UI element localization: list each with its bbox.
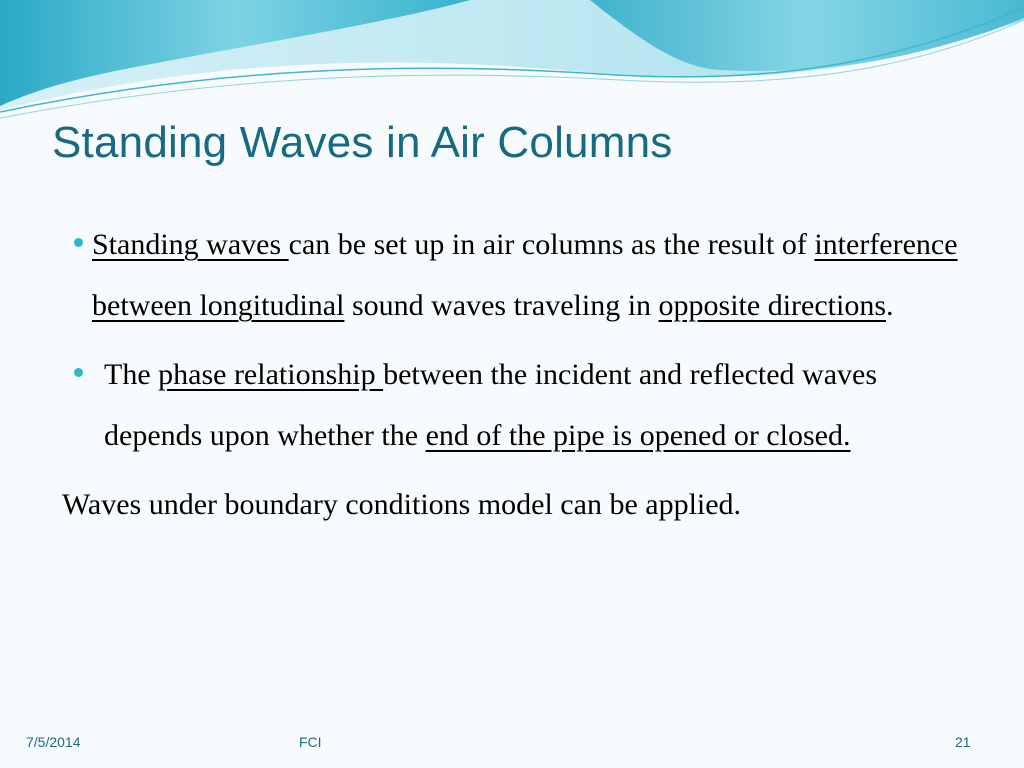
text-span: can be set up in air columns as the result of xyxy=(288,228,815,261)
bullet-paragraph-1 xyxy=(62,214,982,336)
bullet-icon xyxy=(74,238,83,247)
footer-date: 7/5/2014 xyxy=(26,734,81,750)
term-interference: interference between longitudinal xyxy=(92,228,958,322)
header-wave-decoration xyxy=(0,0,1024,130)
term-opposite-directions: opposite directions xyxy=(658,289,887,322)
bullet-paragraph-2 xyxy=(62,344,982,466)
term-standing-waves: Standing waves xyxy=(92,228,289,261)
slide-title: Standing Waves in Air Columns xyxy=(52,118,673,167)
paragraph-3: Waves under boundary conditions model can be applied. xyxy=(62,488,742,521)
text-span: The xyxy=(104,358,159,391)
term-pipe-end: end of the pipe is opened or closed. xyxy=(425,419,851,452)
footer-center-text: FCI xyxy=(299,734,322,750)
slide-body xyxy=(62,214,982,543)
text-span: sound waves traveling in xyxy=(344,289,659,322)
term-phase-relationship: phase relationship xyxy=(158,358,384,391)
text-span: . xyxy=(886,289,894,322)
footer-page-number: 21 xyxy=(955,734,971,750)
text-span: between the incident and reflected waves depends upon whether the xyxy=(104,358,878,452)
bullet-icon xyxy=(74,368,83,377)
